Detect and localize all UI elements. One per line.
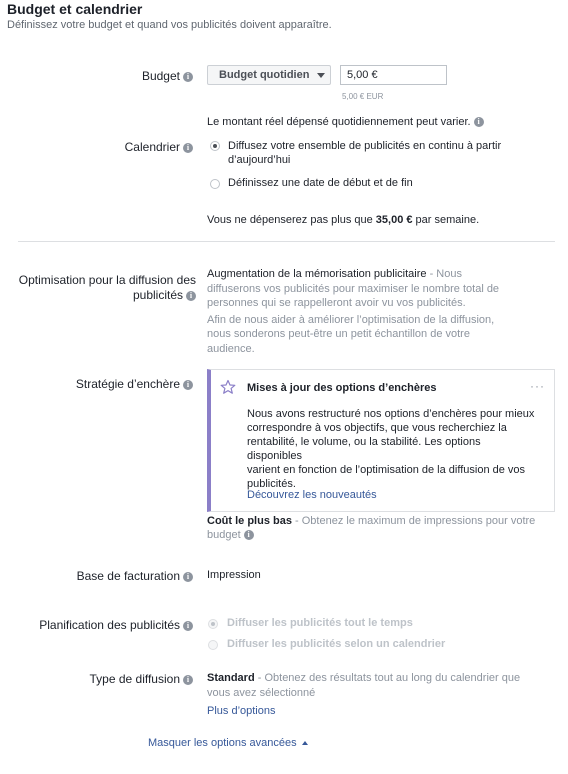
info-icon[interactable]: i [244,530,254,540]
info-icon[interactable]: i [183,572,193,582]
spend-amount: 35,00 € [375,214,413,226]
scheduling-label-row [39,618,193,632]
calendar-label: Calendrier [124,140,180,154]
optimisation-note-2: nous sonderons peut-être un petit échantillon de votre [207,328,470,340]
card-body-2: correspondre à vos objectifs, que vous recherchiez la [247,422,507,434]
budget-amount-hint: 5,00 € EUR [342,92,384,101]
delivery-desc-2: vous avez sélectionné [207,687,316,699]
learn-more-link[interactable]: Découvrez les nouveautés [247,489,377,501]
info-icon[interactable]: i [183,143,193,153]
card-body-5: publicités. [247,478,296,490]
scheduling-label: Planification des publicités [39,618,180,632]
calendar-dates-label[interactable]: Définissez une date de début et de fin [228,177,413,189]
info-icon[interactable]: i [183,621,193,631]
delivery-label: Type de diffusion [89,672,180,686]
bidding-label: Stratégie d’enchère [75,377,180,391]
schedule-calendar-radio[interactable] [208,640,218,650]
budget-note-row [207,116,484,128]
calendar-continuous-text-1: Diffusez votre ensemble de publicités en continu à partir [228,140,502,152]
calendar-continuous-text-2: d’aujourd’hui [228,154,291,166]
bid-strategy-description [207,514,535,542]
budget-amount-input[interactable]: 5,00 € [340,65,447,85]
optimisation-note-3: audience. [207,342,255,355]
star-icon [220,379,236,395]
optimisation-note-1: Afin de nous aider à améliorer l’optimisation de la diffusion, [207,313,495,326]
chevron-down-icon [317,73,325,78]
card-body-4: varient en fonction de l’optimisation de la diffusion de vos [247,464,526,476]
chevron-up-icon [302,741,308,745]
spend-prefix: Vous ne dépenserez pas plus que [207,214,376,226]
info-icon[interactable]: i [186,291,196,301]
section-divider [18,241,555,242]
info-icon[interactable]: i [183,675,193,685]
optimisation-label-row [19,273,196,303]
budget-label-row [142,69,193,83]
more-options-link[interactable]: Plus d’options [207,705,276,717]
bidding-label-row [76,377,193,391]
schedule-all-time-label[interactable]: Diffuser les publicités tout le temps [227,617,413,629]
hide-advanced-options-link[interactable] [148,737,308,749]
info-icon[interactable]: i [183,380,193,390]
billing-label-row [77,569,193,583]
delivery-label-row [89,672,193,686]
optimisation-label-1: Optimisation pour la diffusion des [18,273,196,287]
optimisation-desc-1: - Nous [426,268,462,280]
card-body-3: rentabilité, le volume, ou la stabilité. Les options disponibles [247,436,481,462]
weekly-spend-note [207,214,479,226]
budget-type-dropdown[interactable] [207,65,331,85]
optimisation-heading: Augmentation de la mémorisation publicitaire [207,268,427,280]
optimisation-label-2: publicités [132,288,183,302]
card-body [247,407,537,491]
budget-label: Budget [141,69,180,83]
calendar-label-row [125,140,193,154]
more-options-icon[interactable]: ··· [530,379,545,393]
billing-value: Impression [207,569,261,581]
schedule-calendar-label[interactable]: Diffuser les publicités selon un calendrier [227,638,446,650]
budget-note: Le montant réel dépensé quotidiennement peut varier. [207,116,471,128]
optimisation-desc-3: personnes qui se rappelleront avoir vu vos publicités. [207,297,466,309]
optimisation-desc-2: diffuserons vos publicités pour maximiser le nombre total de [207,282,500,295]
calendar-continuous-label[interactable] [228,139,501,167]
bid-strategy-desc: - Obtenez le maximum de impressions pour votre [291,515,536,527]
delivery-description [207,671,520,701]
calendar-continuous-radio[interactable] [210,141,220,151]
card-body-1: Nous avons restructuré nos options d’enchères pour mieux [247,408,535,420]
schedule-all-time-radio[interactable] [208,619,218,629]
budget-type-label: Budget quotidien [219,69,310,81]
card-title: Mises à jour des options d’enchères [247,382,437,394]
bid-strategy-desc-2: budget [207,529,241,541]
optimisation-description [207,267,507,356]
delivery-desc-1: - Obtenez des résultats tout au long du calendrier que [254,672,521,684]
section-subtitle: Définissez votre budget et quand vos publicités doivent apparaître. [7,19,332,31]
hide-advanced-options-label: Masquer les options avancées [148,737,297,749]
bid-strategy-name: Coût le plus bas [207,515,292,527]
spend-suffix: par semaine. [412,214,480,226]
billing-label: Base de facturation [76,569,180,583]
calendar-dates-radio[interactable] [210,179,220,189]
info-icon[interactable]: i [183,72,193,82]
section-title: Budget et calendrier [7,1,143,17]
info-icon[interactable]: i [474,117,484,127]
delivery-name: Standard [207,672,255,684]
